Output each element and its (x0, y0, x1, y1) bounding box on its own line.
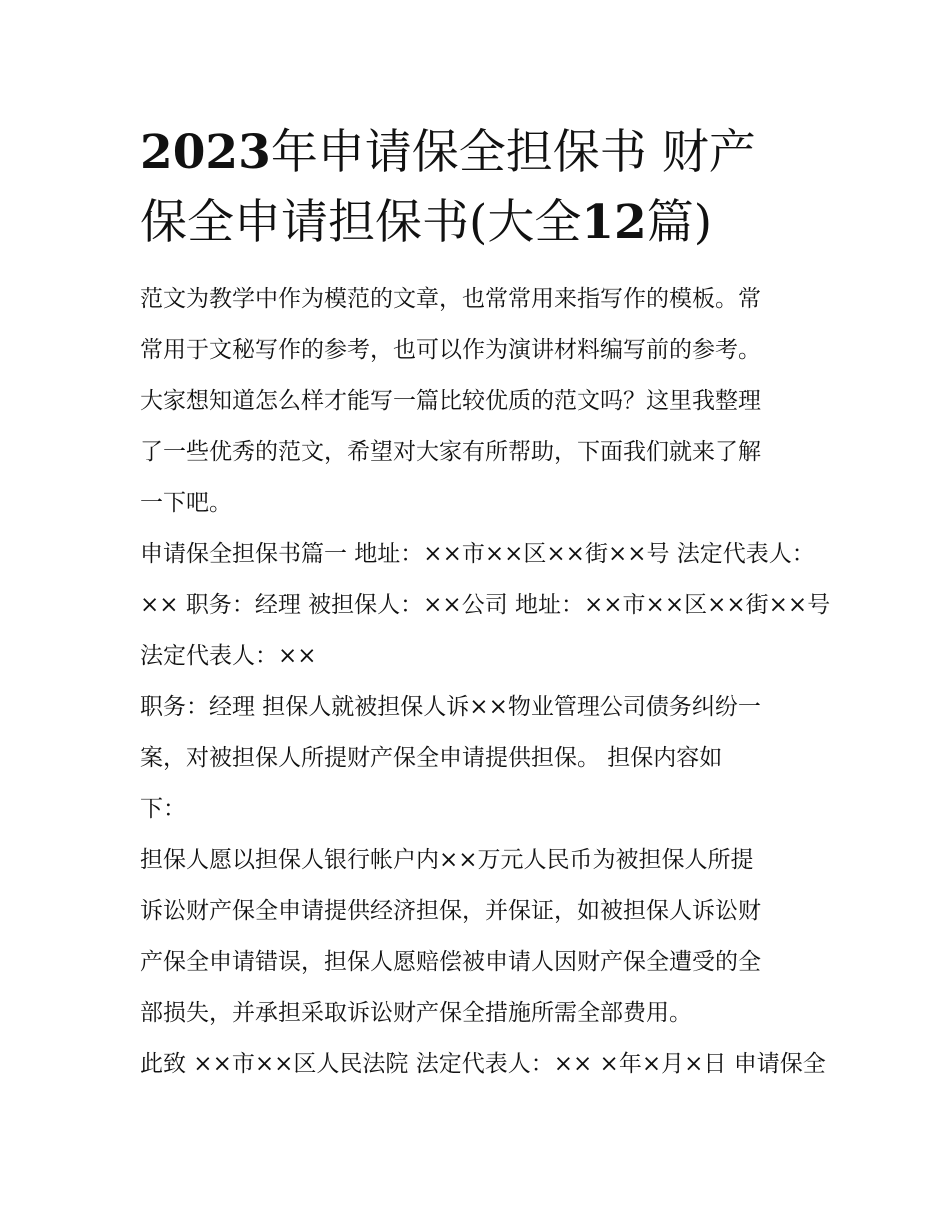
title-count: 12 (581, 195, 647, 250)
text-line: 法定代表人：×× (140, 643, 317, 669)
title-line-2 (140, 188, 812, 258)
text-line: 此致 ××市××区人民法院 法定代表人：×× ×年×月×日 申请保全 (140, 1051, 826, 1077)
document-page (140, 118, 831, 1090)
title-line-1 (140, 118, 812, 188)
text-line: 担保人愿以担保人银行帐户内××万元人民币为被担保人所提 (140, 847, 754, 873)
text-line: 范文为教学中作为模范的文章，也常常用来指写作的模板。常 (140, 286, 761, 312)
text-line: 案，对被担保人所提财产保全申请提供担保。 担保内容如 (140, 745, 723, 771)
text-line: 下： (140, 796, 186, 822)
paragraph-intro (140, 274, 812, 529)
text-line: 常用于文秘写作的参考，也可以作为演讲材料编写前的参考。 (140, 337, 761, 363)
text-line: 部损失，并承担采取诉讼财产保全措施所需全部费用。 (140, 1000, 692, 1026)
text-line: 一下吧。 (140, 490, 232, 516)
text-line: 申请保全担保书篇一 地址：××市××区××街××号 法定代表人： (140, 541, 815, 567)
paragraph-guarantee-content (140, 835, 812, 1039)
paragraph-closing (140, 1039, 826, 1090)
text-line: ×× 职务：经理 被担保人：××公司 地址：××市××区××街××号 (140, 592, 831, 618)
text-line: 大家想知道怎么样才能写一篇比较优质的范文吗？这里我整理 (140, 388, 761, 414)
document-title (140, 118, 812, 258)
text-line: 了一些优秀的范文，希望对大家有所帮助，下面我们就来了解 (140, 439, 761, 465)
paragraph-parties (140, 529, 831, 682)
title-year: 2023 (140, 125, 271, 180)
title-line-1-text: 年申请保全担保书 财产 (270, 125, 756, 180)
paragraph-guarantee-intro (140, 682, 812, 835)
text-line: 诉讼财产保全申请提供经济担保，并保证，如被担保人诉讼财 (140, 898, 761, 924)
text-line: 职务：经理 担保人就被担保人诉××物业管理公司债务纠纷一 (140, 694, 761, 720)
title-line-2-text: 保全申请担保书(大全 (140, 195, 582, 250)
title-line-2-end: 篇) (646, 195, 713, 250)
text-line: 产保全申请错误，担保人愿赔偿被申请人因财产保全遭受的全 (140, 949, 761, 975)
